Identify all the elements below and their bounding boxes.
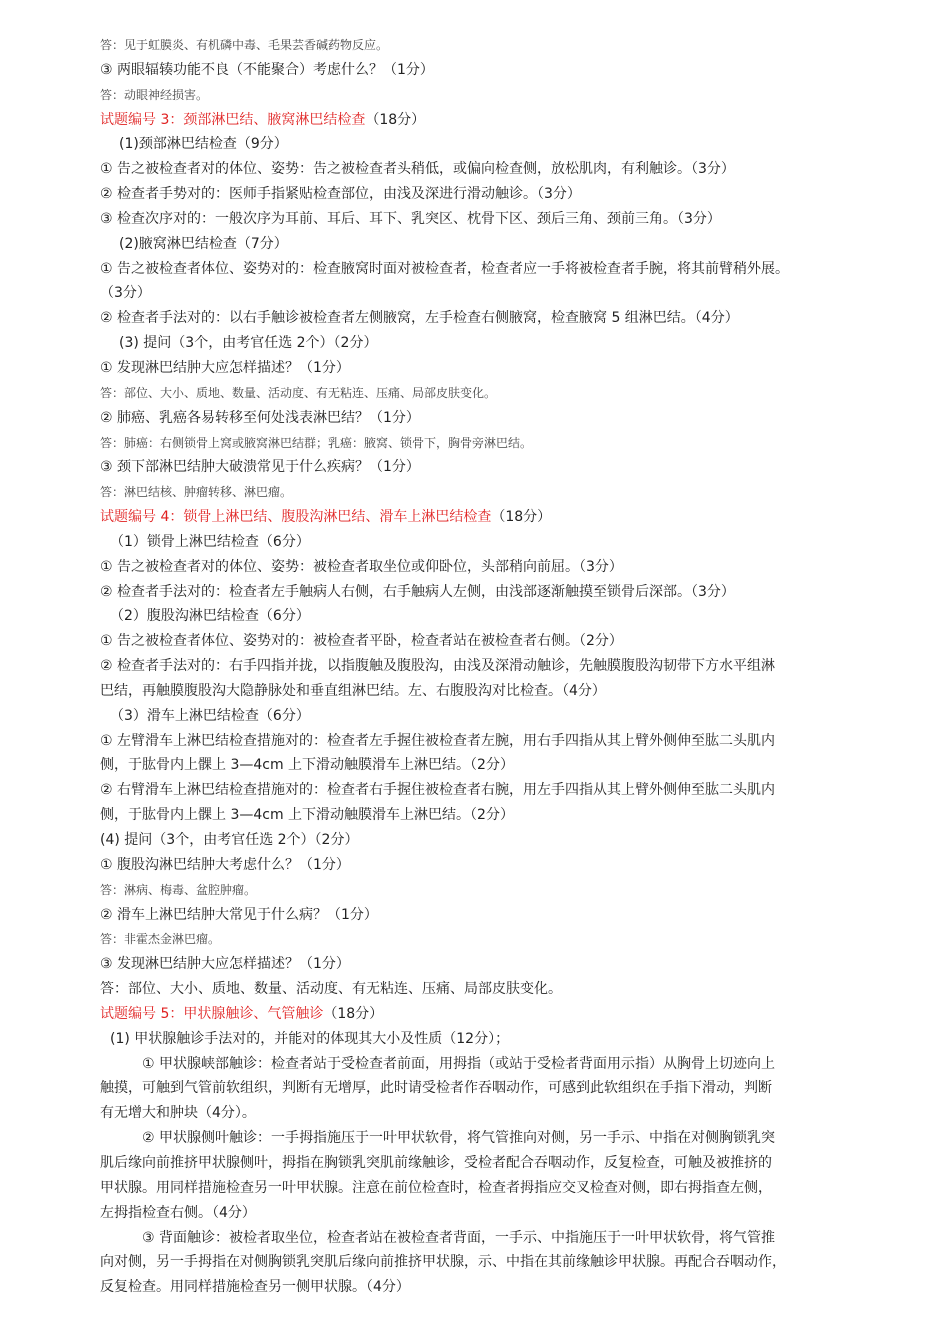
text-line: ② 右臂滑车上淋巴结检查措施对的：检查者右手握住被检查者右腕，用左手四指从其上臂外侧伸至肱二头肌内 xyxy=(100,782,775,799)
text-line: ② 检查者手法对的：右手四指并拢，以指腹触及腹股沟，由浅及深滑动触诊，先触膜腹股沟韧带下方水平组淋 xyxy=(100,658,775,675)
text-line: ① 告之被检查者对的体位、姿势：告之被检查者头稍低，或偏向检查侧，放松肌肉，有利触诊。（3分） xyxy=(100,161,735,178)
document-body xyxy=(100,33,900,1300)
text-line: ① 左臂滑车上淋巴结检查措施对的：检查者左手握住被检查者左腕，用右手四指从其上臂外侧伸至肱二头肌内 xyxy=(100,732,775,749)
section-score: （18分） xyxy=(491,509,552,526)
answer-line: 答：肺癌：右侧锁骨上窝或腋窝淋巴结群；乳癌：腋窝、锁骨下，胸骨旁淋巴结。 xyxy=(100,435,533,450)
text-line: (2)腋窝淋巴结检查（7分） xyxy=(119,235,288,252)
text-line: 向对侧，另一手拇指在对侧胸锁乳突肌后缘向前推挤甲状腺，示、中指在其前缘触诊甲状腺。再配合吞咽动作， xyxy=(100,1254,786,1271)
answer-line: 答：动眼神经损害。 xyxy=(100,87,209,102)
text-line: ② 肺癌、乳癌各易转移至何处浅表淋巴结？（1分） xyxy=(100,409,420,426)
text-line: ② 滑车上淋巴结肿大常见于什么病？（1分） xyxy=(100,906,378,923)
section-score: （18分） xyxy=(323,1005,384,1022)
section-title-text: 试题编号 5：甲状腺触诊、气管触诊 xyxy=(100,1005,324,1022)
text-line: 反复检查。用同样措施检查另一侧甲状腺。（4分） xyxy=(100,1279,410,1296)
text-line: ① 腹股沟淋巴结肿大考虑什么？（1分） xyxy=(100,856,350,873)
text-line: ① 告之被检查者对的体位、姿势：被检查者取坐位或仰卧位，头部稍向前屈。（3分） xyxy=(100,558,623,575)
section-score: （18分） xyxy=(365,111,426,128)
text-line: 肌后缘向前推挤甲状腺侧叶，拇指在胸锁乳突肌前缘触诊，受检者配合吞咽动作，反复检查，可触及被推挤的 xyxy=(100,1154,772,1171)
text-line: ① 告之被检查者体位、姿势对的：检查腋窝时面对被检查者，检查者应一手将被检查者手腕，将其前臂稍外展。 xyxy=(100,260,789,277)
text-line: 巴结，再触膜腹股沟大隐静脉处和垂直组淋巴结。左、右腹股沟对比检查。（4分） xyxy=(100,682,606,699)
answer-line: 答：淋巴结核、肿瘤转移、淋巴瘤。 xyxy=(100,485,293,500)
text-line: （2）腹股沟淋巴结检查（6分） xyxy=(110,608,310,625)
answer-line: 答：部位、大小、质地、数量、活动度、有无粘连、压痛、局部皮肤变化。 xyxy=(100,385,497,400)
answer-line: 答：淋病、梅毒、盆腔肿瘤。 xyxy=(100,882,257,897)
text-line: （3）滑车上淋巴结检查（6分） xyxy=(110,707,310,724)
text-line: (1)颈部淋巴结检查（9分） xyxy=(119,136,288,153)
section-title xyxy=(100,108,900,133)
text-line: 左拇指检查右侧。（4分） xyxy=(100,1204,256,1221)
text-line: 触摸，可触到气管前软组织，判断有无增厚，此时请受检者作吞咽动作，可感到此软组织在手指下滑动，判断 xyxy=(100,1080,772,1097)
text-line: (4) 提问（3个，由考官任选 2个）（2分） xyxy=(100,832,359,848)
text-line: ③ 发现淋巴结肿大应怎样描述？（1分） xyxy=(100,956,350,973)
text-line: ① 发现淋巴结肿大应怎样描述？（1分） xyxy=(100,359,350,376)
text-line: 答：部位、大小、质地、数量、活动度、有无粘连、压痛、局部皮肤变化。 xyxy=(100,981,562,998)
text-line: ② 甲状腺侧叶触诊：一手拇指施压于一叶甲状软骨，将气管推向对侧，另一手示、中指在对侧胸锁乳突 xyxy=(142,1130,775,1147)
text-line: ② 检查者手法对的：检查者左手触病人右侧，右手触病人左侧，由浅部逐渐触摸至锁骨后深部。（3分） xyxy=(100,583,735,600)
text-line: (3) 提问（3个，由考官任选 2个）（2分） xyxy=(119,335,378,352)
text-line: 有无增大和肿块（4分）。 xyxy=(100,1105,256,1122)
text-line: (1) 甲状腺触诊手法对的，并能对的体现其大小及性质（12分）； xyxy=(110,1030,510,1047)
section-title xyxy=(100,505,900,530)
text-line: 甲状腺。用同样措施检查另一叶甲状腺。注意在前位检查时，检查者拇指应交叉检查对侧，即右拇指查左侧， xyxy=(100,1179,772,1196)
answer-line: 答：见于虹膜炎、有机磷中毒、毛果芸香碱药物反应。 xyxy=(100,38,389,52)
text-line: 侧，于肱骨内上髁上 3—4cm 上下滑动触膜滑车上淋巴结。（2分） xyxy=(100,757,514,774)
answer-line: 答：非霍杰金淋巴瘤。 xyxy=(100,932,221,947)
text-line: ② 检查者手法对的：以右手触诊被检查者左侧腋窝，左手检查右侧腋窝，检查腋窝 5 组淋巴结。（4分） xyxy=(100,310,739,327)
text-line: ③ 两眼辐辏功能不良（不能聚合）考虑什么？（1分） xyxy=(100,61,434,78)
section-title-text: 试题编号 4：锁骨上淋巴结、腹股沟淋巴结、滑车上淋巴结检查 xyxy=(100,509,492,526)
text-line: （1）锁骨上淋巴结检查（6分） xyxy=(110,533,310,550)
text-line: ① 甲状腺峡部触诊：检查者站于受检查者前面，用拇指（或站于受检者背面用示指）从胸骨上切迹向上 xyxy=(142,1055,775,1072)
text-line: （3分） xyxy=(100,285,151,302)
section-title-text: 试题编号 3：颈部淋巴结、腋窝淋巴结检查 xyxy=(100,111,366,128)
text-line: ② 检查者手势对的：医师手指紧贴检查部位，由浅及深进行滑动触诊。（3分） xyxy=(100,186,581,203)
section-title xyxy=(100,1002,900,1027)
text-line: 侧，于肱骨内上髁上 3—4cm 上下滑动触膜滑车上淋巴结。（2分） xyxy=(100,807,514,824)
text-line: ③ 背面触诊：被检者取坐位，检查者站在被检查者背面，一手示、中指施压于一叶甲状软骨，将气管推 xyxy=(142,1229,775,1246)
text-line: ③ 颈下部淋巴结肿大破溃常见于什么疾病？（1分） xyxy=(100,459,420,476)
text-line: ① 告之被检查者体位、姿势对的：被检查者平卧，检查者站在被检查者右侧。（2分） xyxy=(100,633,623,650)
text-line: ③ 检查次序对的：一般次序为耳前、耳后、耳下、乳突区、枕骨下区、颈后三角、颈前三角。（3分） xyxy=(100,210,721,227)
